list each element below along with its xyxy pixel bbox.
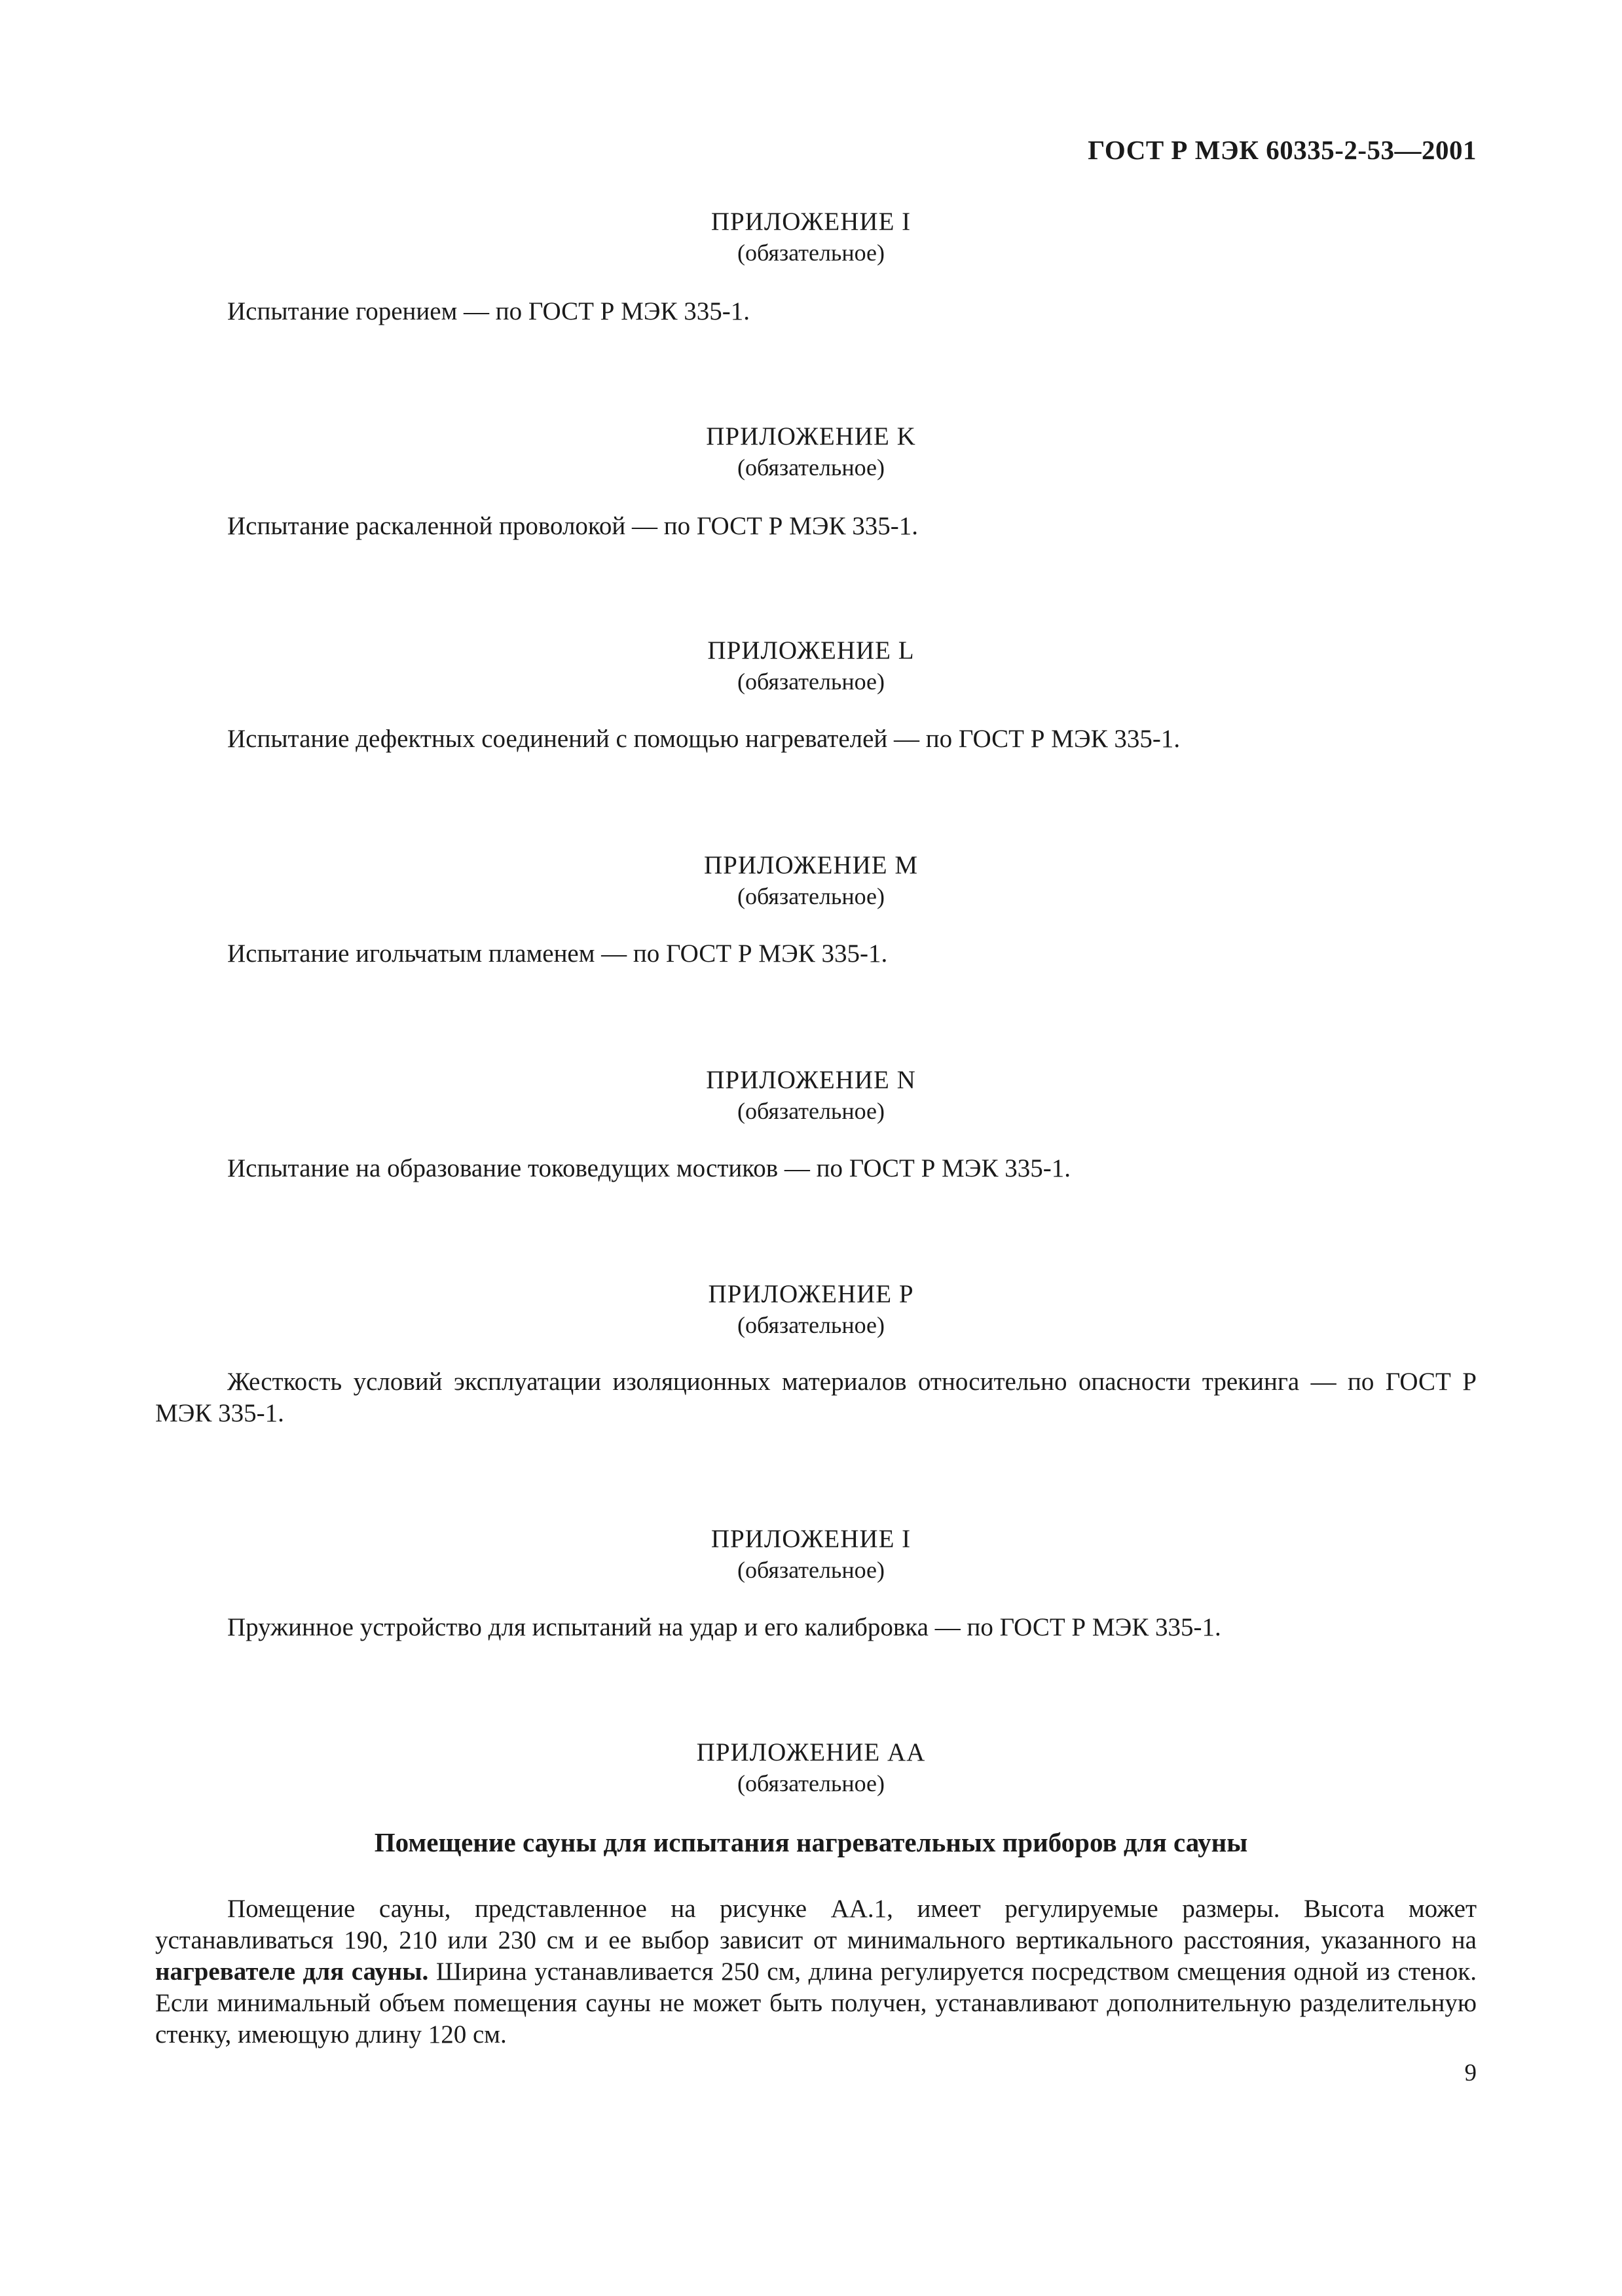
annex-status: (обязательное)	[737, 240, 885, 266]
annex-title: ПРИЛОЖЕНИЕ AA	[696, 1738, 926, 1766]
annex-title: ПРИЛОЖЕНИЕ I	[710, 208, 912, 236]
annex-n-header	[0, 1065, 1622, 1126]
annex-m-header	[0, 850, 1622, 911]
annex-l-header	[0, 635, 1622, 697]
annex-aa-heading: Помещение сауны для испытания нагревательных приборов для сауны	[374, 1827, 1248, 1857]
annex-k-header	[0, 421, 1622, 483]
annex-title: ПРИЛОЖЕНИЕ K	[706, 422, 916, 450]
annex-status: (обязательное)	[737, 1770, 885, 1796]
annex-i2-text: Пружинное устройство для испытаний на удар и его калибровка — по ГОСТ Р МЭК 335-1.	[227, 1613, 1221, 1641]
annex-status: (обязательное)	[737, 1312, 885, 1338]
annex-aa-paragraph	[155, 1893, 1477, 2050]
annex-status: (обязательное)	[737, 1557, 885, 1583]
annex-m-text: Испытание игольчатым пламенем — по ГОСТ Р МЭК 335-1.	[227, 939, 888, 968]
annex-i2-header	[0, 1523, 1622, 1585]
annex-status: (обязательное)	[737, 883, 885, 909]
annex-i-text: Испытание горением — по ГОСТ Р МЭК 335-1.	[227, 297, 750, 325]
annex-l-text: Испытание дефектных соединений с помощью нагревателей — по ГОСТ Р МЭК 335-1.	[227, 725, 1181, 753]
annex-status: (обязательное)	[737, 668, 885, 695]
annex-status: (обязательное)	[737, 1098, 885, 1124]
annex-status: (обязательное)	[737, 454, 885, 481]
annex-title: ПРИЛОЖЕНИЕ I	[710, 1525, 912, 1553]
annex-k-text: Испытание раскаленной проволокой — по ГОСТ Р МЭК 335-1.	[227, 512, 919, 540]
annex-title: ПРИЛОЖЕНИЕ N	[706, 1066, 916, 1094]
annex-title: ПРИЛОЖЕНИЕ M	[703, 851, 918, 879]
document-header: ГОСТ Р МЭК 60335-2-53—2001	[1088, 135, 1477, 165]
annex-title: ПРИЛОЖЕНИЕ L	[707, 636, 915, 665]
annex-p-text: Жесткость условий эксплуатации изоляционных материалов относительно опасности трекинга — по ГОСТ Р МЭК 335-1.	[155, 1368, 1477, 1427]
paragraph-term-bold: нагревателе для сауны.	[155, 1958, 429, 1986]
annex-aa-header	[0, 1737, 1622, 1798]
page-number: 9	[1464, 2060, 1477, 2086]
paragraph-text: Помещение сауны, представленное на рисунке AA.1, имеет регулируемые размеры. Высота может устанавливаться 190, 210 или 230 см и ее выбор зависит от минимального вертикального расстояния, указанного на	[155, 1895, 1477, 1954]
annex-title: ПРИЛОЖЕНИЕ P	[708, 1280, 914, 1308]
paragraph-text: Ширина устанавливается 250 см, длина регулируется посредством смещения одной из стенок. Если минимальный объем помещения сауны не может быть получен, устанавливают дополнительную разделительную стенку, имеющую длину 120 см.	[155, 1958, 1477, 2049]
annex-n-text: Испытание на образование токоведущих мостиков — по ГОСТ Р МЭК 335-1.	[227, 1154, 1071, 1182]
annex-p-header	[0, 1279, 1622, 1340]
annex-i-header	[0, 206, 1622, 268]
